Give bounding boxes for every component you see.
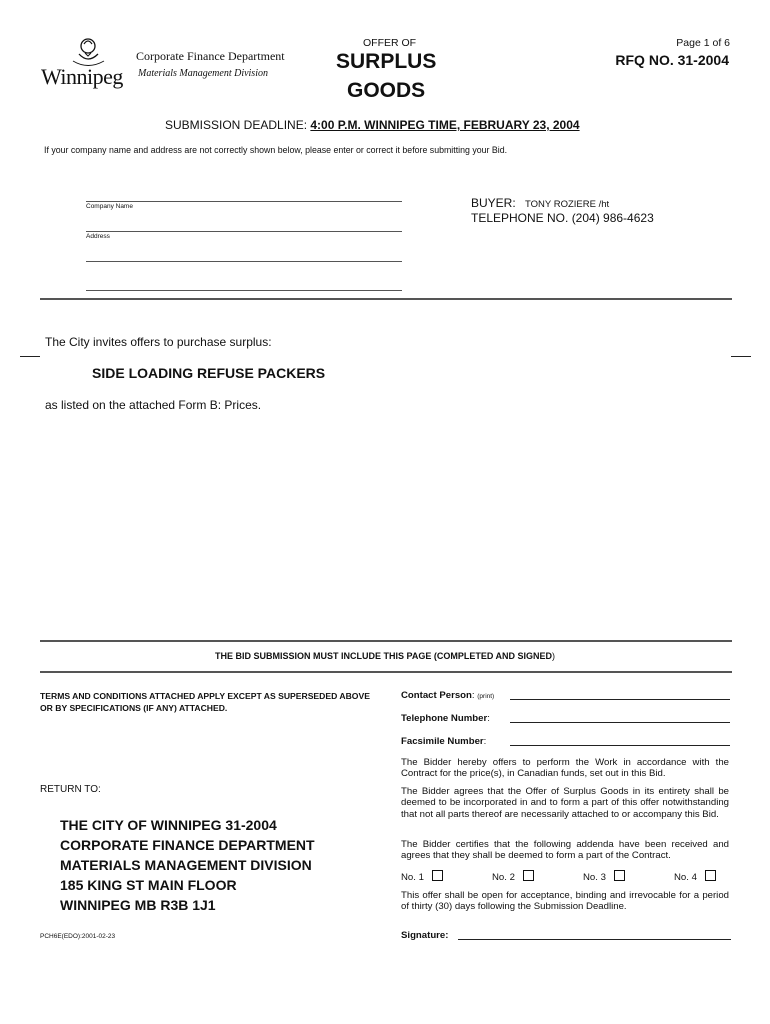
facsimile-number-label: Facsimile Number: <box>401 736 487 747</box>
return-address-line: MATERIALS MANAGEMENT DIVISION <box>60 857 312 873</box>
invitation-text: The City invites offers to purchase surplus: <box>45 335 272 349</box>
facsimile-number-field[interactable] <box>510 745 730 746</box>
addendum-2[interactable]: No. 2 <box>492 870 534 883</box>
signature-field[interactable] <box>458 939 731 940</box>
listed-text: as listed on the attached Form B: Prices. <box>45 398 262 412</box>
addendum-3[interactable]: No. 3 <box>583 870 625 883</box>
form-code: PCH6E(EDO):2001-02-23 <box>40 933 116 940</box>
department-name: Corporate Finance Department <box>136 49 285 63</box>
signature-label: Signature: <box>401 930 449 941</box>
bidder-offer-statement: The Bidder hereby offers to perform the Work in accordance with the Contract for the price(s), in Canadian funds, set out in this Bid. <box>401 757 729 780</box>
logo-wordmark: Winnipeg <box>41 64 123 89</box>
banner-bottom-rule <box>40 671 732 673</box>
address-line-1 <box>86 231 402 232</box>
company-name-label: Company Name <box>86 203 133 210</box>
addendum-1-checkbox[interactable] <box>432 870 443 881</box>
terms-conditions: TERMS AND CONDITIONS ATTACHED APPLY EXCEPT AS SUPERSEDED ABOVE OR BY SPECIFICATIONS (IF ANY) ATTACHED. <box>40 691 370 713</box>
buyer-info <box>471 196 609 210</box>
return-address-line: 185 KING ST MAIN FLOOR <box>60 877 237 893</box>
title-line-1: SURPLUS <box>336 50 437 73</box>
addendum-2-checkbox[interactable] <box>523 870 534 881</box>
address-line-3 <box>86 290 402 291</box>
division-name: Materials Management Division <box>138 68 268 79</box>
buyer-telephone: TELEPHONE NO. (204) 986-4623 <box>471 211 654 225</box>
telephone-number-label: Telephone Number: <box>401 713 490 724</box>
correction-instruction: If your company name and address are not correctly shown below, please enter or correct it before submitting your Bid. <box>44 145 508 155</box>
section-divider-top <box>40 298 732 300</box>
company-name-line <box>86 201 402 202</box>
bid-submission-banner: THE BID SUBMISSION MUST INCLUDE THIS PAGE (COMPLETED AND SIGNED) <box>214 651 555 661</box>
margin-mark-right <box>731 356 751 357</box>
telephone-number-field[interactable] <box>510 722 730 723</box>
validity-statement: This offer shall be open for acceptance, binding and irrevocable for a period of thirty (30) days following the Submission Deadline. <box>401 890 729 913</box>
page-number: Page 1 of 6 <box>676 37 730 49</box>
banner-top-rule <box>40 640 732 642</box>
return-address-line: WINNIPEG MB R3B 1J1 <box>60 897 216 913</box>
return-address-line: THE CITY OF WINNIPEG 31-2004 <box>60 817 277 833</box>
deadline-label: SUBMISSION DEADLINE: <box>165 118 308 132</box>
return-to-label: RETURN TO: <box>40 784 101 795</box>
contact-person-label: Contact Person: (print) <box>401 690 495 701</box>
addendum-4-checkbox[interactable] <box>705 870 716 881</box>
deadline-value: 4:00 P.M. WINNIPEG TIME, FEBRUARY 23, 2004 <box>310 118 580 132</box>
winnipeg-logo <box>38 34 126 94</box>
buyer-label: BUYER: <box>471 196 516 210</box>
bidder-agreement-statement: The Bidder agrees that the Offer of Surplus Goods in its entirety shall be deemed to be incorporated in and to form a part of this offer notwithstanding that not all parts thereof are necessarily attached to or accompany this Bid. <box>401 786 729 820</box>
addenda-statement: The Bidder certifies that the following addenda have been received and agrees that they shall be deemed to form a part of the Contract. <box>401 839 729 862</box>
contact-person-field[interactable] <box>510 699 730 700</box>
addendum-3-checkbox[interactable] <box>614 870 625 881</box>
offer-of-label: OFFER OF <box>363 37 417 49</box>
address-label: Address <box>86 233 110 240</box>
addendum-4[interactable]: No. 4 <box>674 870 716 883</box>
title-line-2: GOODS <box>347 79 426 102</box>
submission-deadline <box>165 118 580 132</box>
item-title: SIDE LOADING REFUSE PACKERS <box>92 365 326 381</box>
margin-mark-left <box>20 356 40 357</box>
buyer-name: TONY ROZIERE /ht <box>525 199 610 210</box>
rfq-number: RFQ NO. 31-2004 <box>615 52 729 68</box>
address-line-2 <box>86 261 402 262</box>
return-address <box>60 815 315 915</box>
return-address-line: CORPORATE FINANCE DEPARTMENT <box>60 837 315 853</box>
addendum-1[interactable]: No. 1 <box>401 870 443 883</box>
